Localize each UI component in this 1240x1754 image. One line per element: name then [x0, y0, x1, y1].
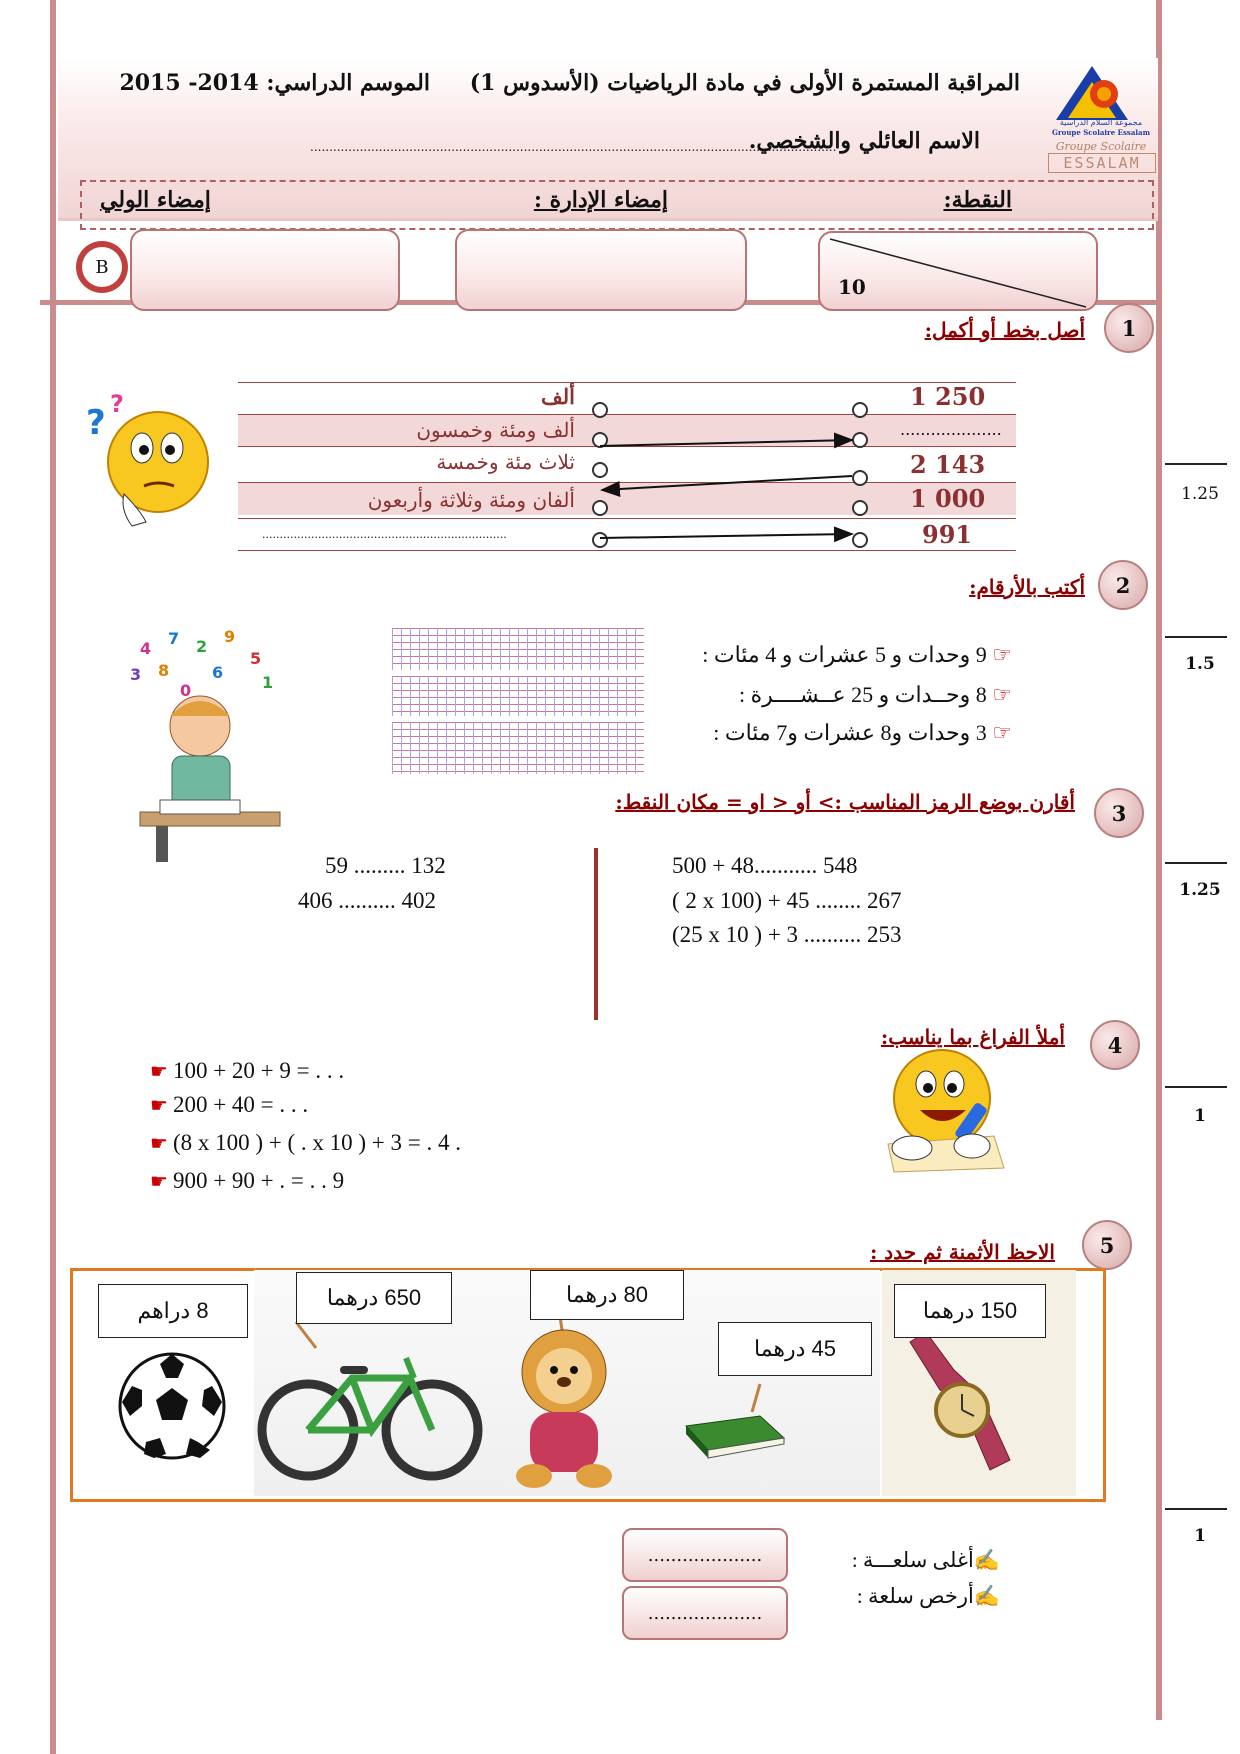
version-label: B: [82, 247, 122, 287]
q4-item-4: [150, 1168, 344, 1194]
bullet-hand-icon: ☞: [986, 682, 1012, 707]
pointing-hand-icon: ☛: [150, 1133, 173, 1155]
score-divider: [1165, 636, 1227, 638]
teddy-lion-icon: [494, 1314, 634, 1492]
price-tag-watch: 150 درهما: [894, 1284, 1046, 1338]
question-number-2: 2: [1098, 560, 1148, 610]
svg-text:6: 6: [212, 663, 224, 682]
question-number-4: 4: [1090, 1020, 1140, 1070]
pointing-hand-icon: ☛: [150, 1171, 173, 1193]
bicycle-icon: [256, 1318, 486, 1488]
football-icon: [116, 1350, 228, 1462]
q2-item-3: [713, 720, 1012, 746]
score-divider: [1165, 463, 1227, 465]
q3-right-2: ( 2 x 100) + 45 ........ 267: [672, 888, 902, 913]
q4-item-2: [150, 1092, 308, 1118]
q4-item-2-text: 200 + 40 = . . .: [172, 1092, 309, 1117]
question-number-5: 5: [1082, 1220, 1132, 1270]
question-3-score: 1.25: [1179, 880, 1221, 900]
question-1-title: أصل بخط أو أكمل:: [924, 318, 1085, 342]
q1-word-5-blank[interactable]: ......................................................................: [262, 528, 507, 541]
q2-item-2: [739, 682, 1012, 708]
score-total: 10: [838, 275, 866, 299]
price-tag-book: 45 درهما: [718, 1322, 872, 1376]
q4-item-3-text: (8 x 100 ) + ( . x 10 ) + 3 = . 4 .: [172, 1130, 461, 1155]
question-5-score: 1: [1194, 1526, 1206, 1546]
q4-item-4-text: 900 + 90 + . = . . 9: [172, 1168, 345, 1193]
logo-name: ESSALAM: [1048, 153, 1156, 173]
svg-text:0: 0: [180, 681, 192, 700]
confused-student-illustration: [120, 627, 290, 866]
q2-item-2-text: 8 وحــدات و 25 عــشــــرة :: [738, 682, 987, 707]
svg-text:?: ?: [86, 403, 106, 443]
matching-row: [238, 382, 1016, 415]
admin-signature-label: إمضاء الإدارة :: [533, 187, 668, 213]
admin-signature-box[interactable]: [455, 229, 747, 311]
cheapest-label-text: أرخص سلعة :: [856, 1584, 974, 1608]
q1-number-3: 2 143: [910, 450, 986, 479]
writing-face-icon: [874, 1044, 1014, 1174]
q3-right-3: (25 x 10 ) + 3 .......... 253: [672, 922, 902, 947]
score-divider: [1165, 862, 1227, 864]
q3-divider: [594, 848, 598, 1020]
most-expensive-label-text: أغلى سلعـــة :: [851, 1548, 974, 1572]
left-margin-line: [50, 0, 56, 1754]
matching-row-bottom: [238, 550, 1016, 552]
q4-item-1: [150, 1058, 344, 1084]
question-2-title: أكتب بالأرقام:: [969, 575, 1085, 599]
book-icon: [680, 1382, 790, 1462]
answer-grid[interactable]: [392, 722, 644, 774]
question-4-title: أملأ الفراغ بما يناسب:: [880, 1025, 1065, 1049]
bullet-hand-icon: ☞: [986, 720, 1012, 745]
version-badge: [76, 241, 128, 293]
left-dot[interactable]: [592, 402, 608, 418]
most-expensive-label: [852, 1548, 1000, 1573]
score-divider: [1165, 1086, 1227, 1088]
q1-word-4: ألفان ومئة وثلاثة وأربعون: [367, 488, 575, 512]
q1-word-3: ثلاث مئة وخمسة: [436, 450, 575, 474]
svg-text:7: 7: [168, 629, 180, 648]
score-label: النقطة:: [943, 187, 1012, 213]
school-year: الموسم الدراسي: 2014- 2015: [119, 70, 430, 96]
score-box[interactable]: [818, 231, 1098, 311]
q2-item-3-text: 3 وحدات و8 عشرات و7 مئات :: [713, 720, 987, 745]
question-3-title: أقارن بوضع الرمز المناسب :> أو < او = مكان النقط:: [615, 790, 1075, 814]
q1-word-2: ألف ومئة وخمسون: [416, 418, 575, 442]
logo-text-fr: Groupe Scolaire Essalam: [1052, 128, 1150, 137]
question-5-title: الاحظ الأثمنة ثم حدد :: [869, 1240, 1055, 1264]
school-logo: [1042, 62, 1160, 174]
price-tag-bicycle: 650 درهما: [296, 1272, 452, 1324]
cheapest-label: [857, 1584, 1000, 1609]
q3-left-2: 406 .......... 402: [298, 888, 436, 913]
parent-signature-label: إمضاء الولي: [100, 187, 211, 213]
pointing-hand-icon: ☛: [150, 1061, 173, 1083]
pointing-hand-icon: ☛: [150, 1095, 173, 1117]
exam-title: المراقبة المستمرة الأولى في مادة الرياضيات (الأسدوس 1): [469, 70, 1020, 96]
q1-number-2-blank[interactable]: ....................: [900, 420, 1002, 439]
parent-signature-box[interactable]: [130, 229, 400, 311]
student-name-field[interactable]: ..........................................................................................................................................: [310, 140, 837, 154]
price-tag-teddy: 80 درهما: [530, 1270, 684, 1320]
question-4-score: 1: [1194, 1106, 1206, 1126]
question-2-score: 1.5: [1185, 654, 1215, 674]
question-1-score: 1.25: [1181, 484, 1219, 504]
q3-left-1: 59 ......... 132: [325, 853, 446, 878]
wristwatch-icon: [890, 1330, 1030, 1480]
q2-item-1-text: 9 وحدات و 5 عشرات و 4 مئات :: [702, 642, 987, 667]
student-name-label: الاسم العائلي والشخصي.: [748, 128, 980, 154]
svg-text:9: 9: [224, 627, 236, 646]
writing-hand-icon: ✍: [973, 1548, 1000, 1572]
q1-number-1: 1 250: [910, 382, 986, 411]
q1-number-5: 991: [922, 520, 973, 549]
right-margin-line: [1156, 0, 1162, 1720]
price-tag-football: 8 دراهم: [98, 1284, 248, 1338]
svg-text:1: 1: [262, 673, 274, 692]
logo-script: Groupe Scolaire: [1055, 140, 1147, 153]
q1-number-4: 1 000: [910, 484, 986, 513]
thinking-face-icon: [84, 390, 214, 530]
svg-text:3: 3: [130, 665, 142, 684]
score-divider: [1165, 1508, 1227, 1510]
svg-text:8: 8: [158, 661, 170, 680]
logo-text-ar: مجموعة السلام الدراسية: [1059, 118, 1143, 127]
q2-item-1: [702, 642, 1012, 668]
matching-lines: [580, 420, 870, 550]
answer-grid[interactable]: [392, 676, 644, 716]
svg-text:?: ?: [110, 390, 124, 418]
answer-grid[interactable]: [392, 628, 644, 670]
svg-text:5: 5: [250, 649, 262, 668]
right-dot[interactable]: [852, 402, 868, 418]
svg-text:4: 4: [140, 639, 152, 658]
question-number-3: 3: [1094, 788, 1144, 838]
q3-right-1: 500 + 48........... 548: [672, 853, 858, 878]
cheapest-answer-box[interactable]: ....................: [622, 1586, 788, 1640]
q4-item-3: [150, 1130, 461, 1156]
bullet-hand-icon: ☞: [986, 642, 1012, 667]
most-expensive-answer-box[interactable]: ....................: [622, 1528, 788, 1582]
writing-hand-icon: ✍: [973, 1584, 1000, 1608]
q4-item-1-text: 100 + 20 + 9 = . . .: [172, 1058, 345, 1083]
svg-text:2: 2: [196, 637, 208, 656]
q1-word-1: ألف: [541, 384, 575, 409]
question-number-1: 1: [1104, 303, 1154, 353]
